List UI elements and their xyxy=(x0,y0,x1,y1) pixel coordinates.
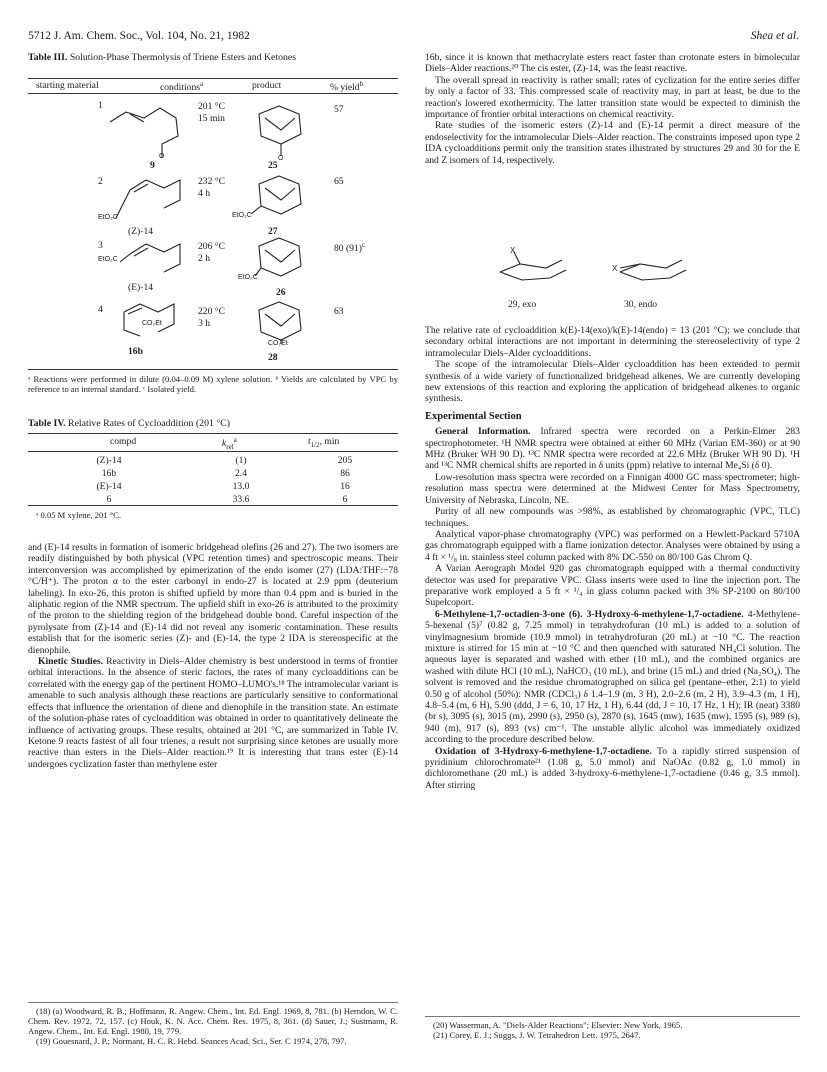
paragraph: Low-resolution mass spectra were recorded on a Finnigan 4000 GC mass spectrometer; high-resolution mass spectra were determined at the Midwest Center for Mass Spectrometry, University of Nebraska, Lincoln, NE. xyxy=(425,471,800,506)
table3-header-conditions: conditions$^a$ xyxy=(160,80,204,94)
section-heading-experimental: Experimental Section xyxy=(425,410,522,422)
table3-row3-cond2: 2 h xyxy=(198,253,210,264)
structure-25 xyxy=(245,100,315,160)
table4-caption-label: Table IV. xyxy=(28,418,66,429)
table3-row3-yield: 80 $(91)^c$ xyxy=(334,241,366,255)
right-column-top xyxy=(425,52,800,166)
paragraph-general-information: General Information. Infrared spectra were recorded on a Perkin-Elmer 283 spectrophotometer. ¹H NMR spectra were obtained at either 60 MHz (Varian EM-360) or at 90 MHz (Bruker WH 90 D). ¹³C NMR spectra were recorded at 22.6 MHz (Bruker WH 90 D). ¹H and ¹³C NMR chemical shifts are reported in δ units (ppm) relative to internal Me₄Si (δ 0). xyxy=(425,426,800,472)
table3-row1-cond1: 201 °C xyxy=(198,101,226,112)
table3-row1-num: 1 xyxy=(98,100,103,111)
table-row: (Z)-14 (1) 205 xyxy=(96,455,353,466)
table4-caption-text: Relative Rates of Cycloaddition (201 °C) xyxy=(68,418,231,429)
structure-9 xyxy=(100,100,190,160)
structure-16b-ester: CO₂Et xyxy=(142,320,162,327)
table3-caption xyxy=(28,52,358,63)
ts29-label: 29, exo xyxy=(508,299,537,310)
structure-e14-ester: EtO₂C xyxy=(98,256,118,263)
paragraph-compound-6: 6-Methylene-1,7-octadien-3-one (6). 3-Hydroxy-6-methylene-1,7-octadiene. 4-Methylene-5-hexenal (5)⁷ (0.82 g, 7.25 mmol) in tetrahydrofuran (10 mL) is added to a solution of vinylmagnesium bromide (10.9 mmol) in tetrahydrofuran (20 mL) at −10 °C. The reaction mixture is stirred for 15 min at −10 °C and then quenched with saturated NH₄Cl solution. The aqueous layer is separated and washed with ether (10 mL), and the combined organics are washed with dilute HCl (10 mL), NaHCO₃ (10 mL), and brine (15 mL) and dried (Na₂SO₄). The solvent is removed and the residue chromatographed on silica gel (pentane–ether, 2:1) to yield 0.50 g of alcohol (50%): NMR (CDCl₃) δ 1.4–1.9 (m, 3 H), 2.0–2.6 (m, 2 H), 3.9–4.3 (m, 1 H), 4.8–5.4 (m, 6 H), 5.90 (ddd, J = 6, 10, 17 Hz, 1 H), 6.44 (dd, J = 10, 17 Hz, 1 H); IR (neat) 3380 (br s), 3095 (s), 3015 (m), 2990 (s), 2950 (s), 2870 (s), 1645 (mw), 1635 (mw), 1595 (s), 989 (s), 940 (m), 917 (s), 893 (vs) cm⁻¹. The unstable allylic alcohol was immediately oxidized according to the procedure described below. xyxy=(425,608,800,746)
ts30-label: 30, endo xyxy=(624,299,658,310)
table3-row4-sm: 16b xyxy=(128,346,143,357)
paragraph: and (E)-14 results in formation of isomeric bridgehead olefins (26 and 27). The two isomers are readily distinguished by both physical (VPC retention times) and spectroscopic means. Their interconversion was accomplished by epimerization of the endo isomer (27) (LDA:THF:−78 °C/H⁺). The proton α to the ester carbonyl in endo-27 is located at 2.9 ppm (deuterium labeling). In exo-26, this proton is shifted upfield by more than 0.4 ppm and is buried in the aliphatic region of the NMR spectrum. The upfield shift in exo-26 is attributed to the proximity of the proton to the shielding region of the bridgehead double bond. Careful inspection of the pyrolysate from (Z)-14 and (E)-14 did not reveal any isomeric contamination. These results establish that for the isomeric series (Z)- and (E)-14, the type 2 IDA is stereospecific at the dienophile. xyxy=(28,542,398,656)
paragraph: 16b, since it is known that methacrylate esters react faster than crotonate esters in bimolecular Diels–Alder reactions.²⁰ The cis ester, (Z)-14, was the least reactive. xyxy=(425,52,800,75)
left-column-text xyxy=(28,542,398,770)
left-footnotes xyxy=(28,1006,398,1046)
table4-header-compd: compd xyxy=(110,436,137,447)
structure-25-oxygen: O xyxy=(278,155,284,160)
table3-header-starting-material: starting material xyxy=(36,80,99,91)
paragraph-kinetic-studies: Kinetic Studies. Reactivity in Diels–Alder chemistry is best understood in terms of frontier orbital interactions. In the absence of steric factors, the rates of many cycloadditions can be correlated with the energy gap of the pertinent HOMO–LUMO's.¹⁸ The intramolecular variant is amenable to such analysis although these reactions are particularly sensitive to conformational effects that influence the orientation of diene and dienophile in the transition state. An estimate of the solution-phase rates of cycloaddition was obtained in order to quantitatively delineate the influence of activating groups. These results, obtained at 201 °C, are summarized in Table IV. Ketone 9 reacts fastest of all four trienes, a result not surprising since ketones are usually more reactive than esters in the Diels–Alder reaction.¹⁹ It is interesting that trans ester (E)-14 undergoes cyclization faster than methylene ester xyxy=(28,656,398,770)
table-row: 16b 2.4 86 xyxy=(101,468,350,479)
table3-row4-num: 4 xyxy=(98,304,103,315)
paragraph: Analytical vapor-phase chromatography (VPC) was performed on a Hewlett-Packard 5710A gas chromatograph equipped with a flame ionization detector. Analyses were obtained by using a 4 ft × ¹/₈ in. stainless steel column packed with 8% DC-550 on 80/100 Gas Chrom Q. xyxy=(425,528,800,563)
structure-26-ester: EtO₂C xyxy=(238,274,258,281)
paragraph: The overall spread in reactivity is rather small; rates of cyclization for the entire series differ by only a factor of 33. This compressed scale of reactivity may, in part at least, be due to the reaction's lowered exothermicity. The latter transition state would be expected to diminish the importance of frontier orbital interactions on chemical reactivity. xyxy=(425,74,800,121)
ts29-substituent: X xyxy=(510,246,516,255)
table3-row1-yield: 57 xyxy=(334,104,344,115)
table3-row1-cond2: 15 min xyxy=(198,113,225,124)
footnote-18: (18) (a) Woodward, R. B.; Hoffmann, R. Angew. Chem., Int. Ed. Engl. 1969, 8, 781. (b) Herndon, W. C. Chem. Rev. 1972, 72, 157. (c) Houk, K. N. Acc. Chem. Res. 1975, 8, 361. (d) Sauer, J.; Sustmann, R. Angew. Chem., Int. Ed. Engl. 1980, 19, 779. xyxy=(28,1006,398,1036)
footnote-21: (21) Corey, E. J.; Suggs, J. W. Tetrahedron Lett. 1975, 2647. xyxy=(433,1030,641,1040)
table3-row1-product: 25 xyxy=(268,160,278,171)
paragraph: Purity of all new compounds was >98%, as established by chromatographic (VPC, TLC) techniques. xyxy=(425,506,800,529)
structure-28-ester: CO₂Et xyxy=(268,340,288,347)
paragraph-oxidation: Oxidation of 3-Hydroxy-6-methylene-1,7-octadiene. To a rapidly stirred suspension of pyridinium chlorochromate²¹ (1.08 g, 5.0 mmol) and NaOAc (0.82 g, 1.0 mmol) in dichloromethane (20 mL) is added 3-hydroxy-6-methylene-1,7-octadiene (0.46 g, 3.5 mmol). After stirring xyxy=(425,745,800,791)
paragraph: The relative rate of cycloaddition k(E)-14(exo)/k(E)-14(endo) = 13 (201 °C); we conclude that secondary orbital interactions are not important in determining the stereoselectivity of type 2 intramolecular Diels–Alder cycloadditions. xyxy=(425,325,800,359)
table3-row3-product: 26 xyxy=(276,287,286,298)
table-row: 6 33.6 6 xyxy=(106,494,348,505)
structure-27-ester: EtO₂C xyxy=(232,212,252,219)
table3-footnote: ᵃ Reactions were performed in dilute (0.04–0.09 M) xylene solution. ᵇ Yields are calculated by VPC by reference to an internal standard. ᶜ Isolated yield. xyxy=(28,374,398,394)
table3-row3-sm: (E)-14 xyxy=(128,282,154,293)
table-row: (E)-14 13.0 16 xyxy=(96,481,350,492)
table4-header-half-life: $t_{1/2}$, min xyxy=(308,436,340,449)
table3-row4-yield: 63 xyxy=(334,306,344,317)
table4-header-krel: $k_{rel}^a$ xyxy=(222,436,237,452)
footnote-19: (19) Gouesnard, J. P.; Normant, H. C. R. Hebd. Seances Acad. Sci., Ser. C 1974, 278, 797. xyxy=(36,1036,347,1046)
table3-row1-sm: 9 xyxy=(150,160,155,171)
table3-row3-cond1: 206 °C xyxy=(198,241,226,252)
right-footnotes xyxy=(425,1020,800,1040)
table3-row4-cond1: 220 °C xyxy=(198,306,226,317)
table3-header-yield: % yield$^b$ xyxy=(330,80,364,94)
paragraph: The scope of the intramolecular Diels–Alder cycloaddition has been extended to permit synthesis of a wide variety of functionalized bridgehead alkenes. We are currently developing new extensions of this reaction and exploring the application of bridgehead alkenes to organic synthesis. xyxy=(425,359,800,405)
footnote-20: (20) Wasserman, A. "Diels-Alder Reactions"; Elsevier: New York, 1965. xyxy=(433,1020,683,1030)
table3-row3-num: 3 xyxy=(98,240,103,251)
running-header-right: Shea et al. xyxy=(750,30,799,42)
table4-footnote: ᵃ 0.05 M xylene, 201 °C. xyxy=(36,510,122,520)
table3-row2-cond1: 232 °C xyxy=(198,176,226,187)
transition-states-figure xyxy=(470,244,730,304)
paragraph: A Varian Aerograph Model 920 gas chromatograph equipped with a thermal conductivity detector was used for preparative VPC. Glass inserts were used to line the injection port. The preparative work employed a 5 ft × ¹/₄ in glass column packed with 3% SP-2100 on 80/100 Supelcoport. xyxy=(425,563,800,609)
table3-row4-product: 28 xyxy=(268,352,278,363)
table4-caption xyxy=(28,418,398,429)
table3-caption-text: Solution-Phase Thermolysis of Triene Esters and Ketones xyxy=(69,52,297,63)
paragraph: Rate studies of the isomeric esters (Z)-14 and (E)-14 permit a direct measure of the endoselectivity for the intramolecular Diels–Alder reaction. The constraints imposed upon type 2 IDA cycloadditions permit only the transition states illustrated by structures 29 and 30 for the E and Z isomers of 14, respectively. xyxy=(425,120,800,166)
structure-27 xyxy=(245,172,315,226)
table3-row2-num: 2 xyxy=(98,176,103,187)
table3-row2-cond2: 4 h xyxy=(198,188,210,199)
running-header-left: 5712 J. Am. Chem. Soc., Vol. 104, No. 21, 1982 xyxy=(28,30,250,42)
structure-9-oxygen: O xyxy=(159,153,165,160)
ts30-substituent: X xyxy=(612,264,618,273)
table3-row2-yield: 65 xyxy=(334,176,344,187)
table3-row2-sm: (Z)-14 xyxy=(128,226,154,237)
table3-header-product: product xyxy=(252,80,282,91)
table4-body xyxy=(28,454,398,506)
structure-z14-ester: EtO₂C xyxy=(98,214,118,221)
right-column-main xyxy=(425,325,800,791)
table3-caption-label: Table III. xyxy=(28,52,68,63)
table3-row2-product: 27 xyxy=(268,226,278,237)
table3-row4-cond2: 3 h xyxy=(198,318,210,329)
